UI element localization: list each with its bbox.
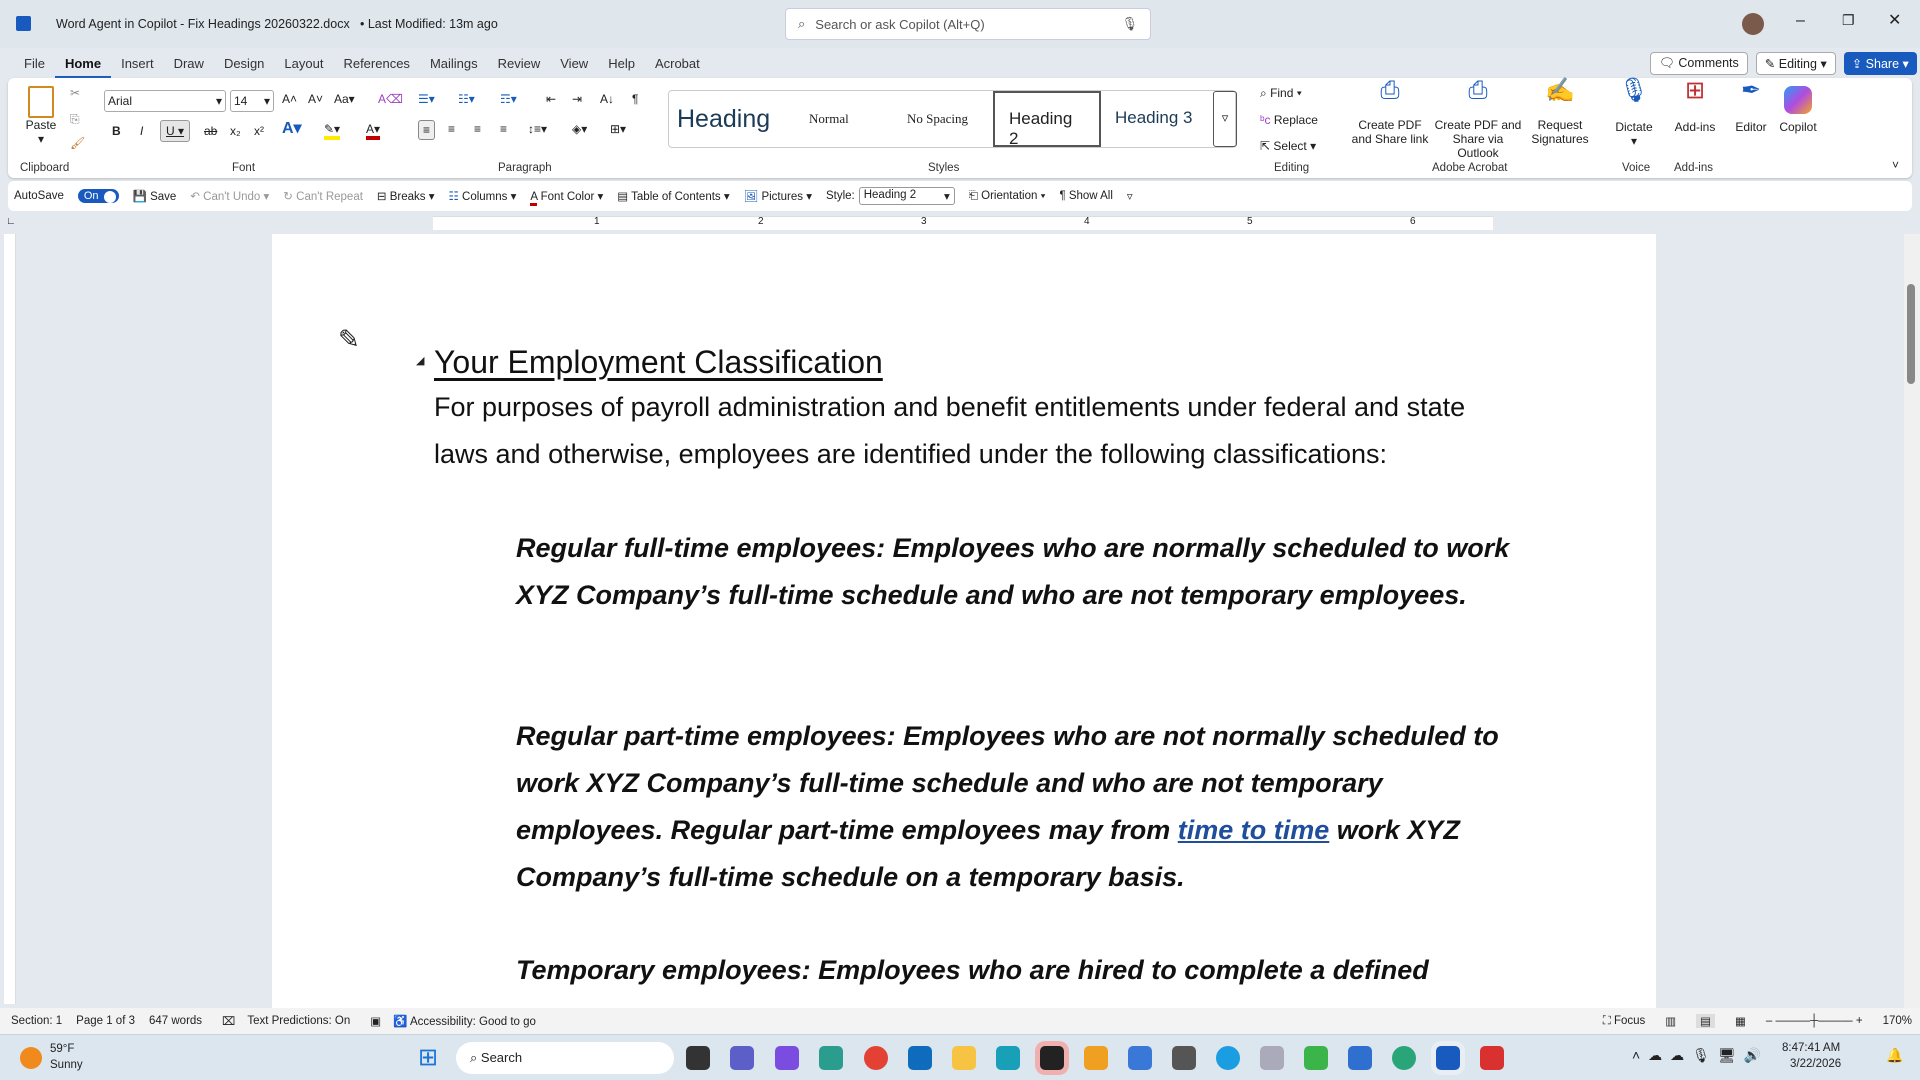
vertical-ruler — [4, 234, 16, 1004]
zoom-level[interactable]: 170% — [1882, 1015, 1912, 1027]
justify-icon[interactable]: ≡ — [500, 122, 508, 136]
tab-mailings[interactable]: Mailings — [429, 56, 478, 71]
start-icon[interactable]: ⊞ — [418, 1044, 439, 1071]
font-color-icon[interactable]: A▾ — [366, 122, 380, 140]
horizontal-ruler[interactable] — [0, 214, 1920, 232]
repeat-button[interactable]: ↻ Can't Repeat — [283, 191, 363, 203]
add-ins-group-label: Add-ins — [1674, 162, 1713, 174]
tab-insert[interactable]: Insert — [121, 56, 154, 71]
weather-temp[interactable]: 59°F — [50, 1043, 75, 1055]
breaks-label: Breaks — [389, 191, 426, 203]
paste-icon — [28, 86, 54, 118]
taskbar-search-label: Search — [480, 1050, 523, 1065]
request-signatures-button[interactable] — [1528, 77, 1592, 146]
autosave-state: On — [83, 190, 99, 202]
replace-label: Replace — [1273, 113, 1318, 127]
teams-icon[interactable] — [730, 1046, 754, 1070]
search-box[interactable] — [785, 8, 1151, 40]
heading-2[interactable]: Your Employment Classification — [434, 344, 883, 380]
app-tool-icon[interactable] — [1260, 1046, 1284, 1070]
section-indicator[interactable]: Section: 1 — [11, 1015, 63, 1027]
voice-group-label: Voice — [1622, 162, 1651, 174]
shrink-font-icon[interactable]: A˅ — [308, 92, 324, 106]
style-select-value: Heading 2 — [863, 189, 917, 201]
toc-label: Table of Contents — [631, 191, 721, 203]
increase-indent-icon[interactable]: ⇥ — [572, 92, 583, 106]
dictate-button[interactable]: 🎙 Dictate ▾ — [1612, 84, 1656, 148]
ribbon-tabs — [0, 50, 710, 78]
p2-underlined-phrase[interactable]: time to time — [1177, 815, 1330, 845]
editor-icon: ✒ — [1740, 77, 1762, 104]
columns-label: Columns — [462, 191, 508, 203]
editing-group-label: Editing — [1274, 162, 1310, 174]
italic-icon[interactable]: I — [140, 124, 144, 138]
acrobat-group-label: Adobe Acrobat — [1432, 162, 1508, 174]
edge-dev-icon[interactable] — [819, 1046, 843, 1070]
signature-icon: ✍ — [1545, 77, 1575, 104]
app-c-green-icon[interactable] — [1304, 1046, 1328, 1070]
columns-button[interactable]: ☷ Columns ▾ — [448, 191, 517, 203]
macro-icon[interactable]: ▣ — [370, 1016, 382, 1028]
pictures-label: Pictures — [761, 191, 803, 203]
add-ins-label: Add-ins — [1674, 120, 1716, 134]
paragraph-temporary[interactable]: Temporary employees: Employees who are hired to complete a defined — [516, 955, 1429, 985]
customize-toolbar-icon[interactable]: ▿ — [1126, 191, 1133, 203]
align-left-icon[interactable]: ≡ — [418, 120, 435, 140]
close-icon[interactable]: ✕ — [1888, 12, 1902, 29]
ruler-tick: 6 — [1410, 216, 1416, 227]
system-tray-icons[interactable]: ˄☁☁🎙🖥🔊 — [1632, 1047, 1770, 1063]
style-no-spacing[interactable]: No Spacing — [907, 111, 969, 126]
bullets-icon[interactable]: ☰▾ — [418, 92, 435, 106]
tab-home[interactable]: Home — [55, 50, 111, 78]
comments-label: Comments — [1678, 56, 1739, 70]
share-button[interactable]: ⇪ Share ▾ — [1844, 52, 1917, 75]
font-group-label: Font — [232, 162, 256, 174]
tab-layout[interactable]: Layout — [284, 56, 324, 71]
paragraph-group-label: Paragraph — [498, 162, 552, 174]
ruler-tick: 4 — [1084, 216, 1090, 227]
font-color-button[interactable]: A Font Color ▾ — [530, 189, 603, 203]
create-pdf-share-link-button[interactable] — [1350, 77, 1430, 146]
tab-review[interactable]: Review — [497, 56, 541, 71]
align-center-icon[interactable]: ≡ — [448, 122, 456, 136]
minimize-icon[interactable]: – — [1796, 12, 1805, 29]
read-mode-icon[interactable]: ▥ — [1665, 1016, 1677, 1028]
clear-formatting-icon[interactable]: A⌫ — [378, 92, 403, 106]
weather-icon[interactable] — [20, 1047, 42, 1069]
tab-acrobat[interactable]: Acrobat — [654, 56, 700, 71]
highlight-icon[interactable]: ✎▾ — [324, 122, 340, 140]
accessibility-label: Accessibility: Good to go — [409, 1016, 536, 1028]
outlook-icon[interactable] — [908, 1046, 932, 1070]
underline-icon[interactable]: U ▾ — [160, 120, 190, 142]
zoom-slider[interactable]: – ———┼——— + — [1765, 1015, 1863, 1027]
app-s-icon[interactable] — [1348, 1046, 1372, 1070]
clock-time[interactable]: 8:47:41 AM — [1782, 1042, 1841, 1054]
print-layout-icon[interactable]: ▤ — [1696, 1014, 1715, 1028]
style-select[interactable]: Heading 2 ▾ — [859, 187, 955, 205]
ruler-tick: 5 — [1247, 216, 1253, 227]
style-heading-2[interactable]: Heading 2 — [993, 91, 1101, 147]
app-calc-icon[interactable] — [1128, 1046, 1152, 1070]
change-case-icon[interactable]: Aa▾ — [334, 92, 355, 106]
editor-label: Editor — [1735, 120, 1767, 134]
subscript-icon[interactable]: x₂ — [230, 124, 241, 138]
quick-access-toolbar — [8, 181, 1912, 211]
decrease-indent-icon[interactable]: ⇤ — [546, 92, 557, 106]
collapse-ribbon-icon[interactable]: ˅ — [1892, 158, 1900, 172]
tab-selector-icon[interactable]: ∟ — [6, 216, 16, 227]
numbering-icon[interactable]: ☷▾ — [458, 92, 475, 106]
clock-date[interactable]: 3/22/2026 — [1790, 1058, 1842, 1070]
toc-button[interactable]: ▤ Table of Contents ▾ — [617, 191, 730, 203]
edge-beta-icon[interactable] — [1392, 1046, 1416, 1070]
editing-mode-button[interactable]: ✎ Editing ▾ — [1756, 52, 1836, 75]
autosave-label: AutoSave — [14, 190, 64, 202]
copilot-rewrite-icon[interactable]: ✎ — [338, 324, 360, 354]
word-count[interactable]: 647 words — [148, 1015, 203, 1027]
taskbar — [0, 1034, 1920, 1080]
paragraph-regular-part-time[interactable] — [516, 713, 1516, 901]
scrollbar-thumb[interactable] — [1907, 284, 1915, 384]
editor-button[interactable] — [1730, 77, 1772, 134]
ruler-tick: 2 — [758, 216, 764, 227]
app-icon[interactable] — [996, 1046, 1020, 1070]
last-modified[interactable]: • Last Modified: 13m ago — [360, 17, 498, 31]
font-color-label: Font Color — [540, 191, 595, 203]
microphone-icon[interactable]: 🎙 — [1121, 16, 1138, 31]
copy-icon[interactable]: ⎘ — [70, 112, 80, 126]
p2-text: Regular part-time employees: Employees who are not normally scheduled to work XYZ Company’s full-time schedule and who are not temporary employees. Regular part-time employees may from — [516, 721, 1499, 845]
web-layout-icon[interactable]: ▦ — [1735, 1016, 1746, 1028]
pdf-mail-icon: ⎙ — [1468, 77, 1488, 104]
ruler-tick: 1 — [594, 216, 600, 227]
select-label: Select — [1273, 139, 1307, 153]
add-ins-icon: ⊞ — [1684, 77, 1706, 104]
style-normal[interactable]: Normal — [809, 111, 849, 126]
find-label: Find — [1270, 86, 1294, 100]
comments-button[interactable]: 🗨 Comments — [1650, 52, 1748, 75]
search-icon: ⌕ — [798, 16, 806, 31]
app-camera-icon[interactable] — [1172, 1046, 1196, 1070]
focus-button[interactable]: ⛶ Focus — [1602, 1014, 1646, 1027]
font-size-select[interactable]: 14 ▾ — [230, 90, 274, 112]
breaks-button[interactable]: ⊟ Breaks ▾ — [376, 191, 435, 203]
select-button[interactable]: ⇱ Select ▾ — [1260, 139, 1317, 153]
weather-condition[interactable]: Sunny — [50, 1059, 83, 1071]
save-label: Save — [150, 191, 177, 203]
tab-design[interactable]: Design — [223, 56, 265, 71]
show-all-button[interactable]: ¶ Show All — [1059, 190, 1113, 202]
styles-more-icon[interactable]: ▿ — [1213, 91, 1237, 147]
paragraph-regular-full-time[interactable]: Regular full-time employees: Employees who are normally scheduled to work XYZ Company’s full-time schedule and who are not temporary employees. — [516, 533, 1510, 610]
style-label: Style: — [825, 190, 855, 202]
file-explorer-icon[interactable] — [952, 1046, 976, 1070]
collapse-heading-icon[interactable]: ◢ — [416, 355, 425, 367]
format-painter-icon[interactable]: 🖌 — [70, 136, 86, 150]
style-heading[interactable]: Heading — [677, 105, 771, 133]
p2-text-end: work XYZ Company’s full-time schedule on a temporary basis. — [516, 815, 1460, 892]
tab-help[interactable]: Help — [608, 56, 635, 71]
tab-view[interactable]: View — [560, 56, 589, 71]
show-marks-icon[interactable]: ¶ — [632, 92, 639, 106]
repeat-label: Can't Repeat — [296, 191, 363, 203]
word-icon[interactable] — [1436, 1046, 1460, 1070]
app-c-red-icon[interactable] — [1480, 1046, 1504, 1070]
tab-draw[interactable]: Draw — [173, 56, 204, 71]
ruler-tick: 3 — [921, 216, 927, 227]
replace-button[interactable]: ᵇc Replace — [1260, 113, 1318, 127]
designer-icon[interactable] — [775, 1046, 799, 1070]
font-name-value: Arial — [108, 94, 133, 108]
grow-font-icon[interactable]: A˄ — [282, 92, 298, 106]
vertical-scrollbar[interactable] — [1904, 234, 1920, 1008]
editing-label: Editing — [1778, 57, 1817, 71]
show-all-label: Show All — [1068, 190, 1113, 202]
copilot-label: Copilot — [1779, 120, 1817, 134]
avatar[interactable] — [1742, 13, 1764, 35]
document-page[interactable] — [272, 234, 1656, 1008]
paste-label: Paste — [25, 118, 57, 132]
font-size-value: 14 — [234, 94, 248, 108]
search-placeholder: Search or ask Copilot (Alt+Q) — [815, 16, 985, 32]
strikethrough-icon[interactable]: ab — [204, 124, 218, 138]
autosave-toggle[interactable] — [78, 189, 119, 203]
styles-group-label: Styles — [928, 162, 960, 174]
undo-button[interactable]: ↶ Can't Undo ▾ — [190, 191, 270, 203]
undo-label: Can't Undo — [203, 191, 261, 203]
cut-icon[interactable]: ✂ — [70, 86, 81, 100]
tab-references[interactable]: References — [343, 56, 410, 71]
pdf-link-icon: ⎙ — [1380, 77, 1400, 104]
shading-icon[interactable]: ◈▾ — [572, 122, 588, 136]
sort-icon[interactable]: A↓ — [600, 92, 615, 106]
align-right-icon[interactable]: ≡ — [474, 122, 482, 136]
add-ins-button[interactable] — [1670, 77, 1720, 134]
multilevel-list-icon[interactable]: ☶▾ — [500, 92, 517, 106]
request-signatures-label: Request Signatures — [1531, 118, 1589, 146]
share-label: Share — [1865, 57, 1900, 71]
copilot-button[interactable] — [1776, 84, 1820, 134]
styles-gallery — [668, 90, 1236, 148]
paste-button[interactable]: Paste ▾ — [22, 86, 60, 146]
create-pdf-share-link-label: Create PDF and Share link — [1351, 118, 1429, 146]
ribbon — [8, 78, 1912, 178]
microphone-icon: 🎙 — [1618, 77, 1650, 104]
orientation-label: Orientation — [981, 189, 1038, 202]
line-spacing-icon[interactable]: ↕≡▾ — [528, 122, 548, 136]
pictures-button[interactable]: 🖼 Pictures ▾ — [743, 191, 812, 203]
document-title: Word Agent in Copilot - Fix Headings 20260322.docx — [56, 17, 350, 31]
borders-icon[interactable]: ⊞▾ — [610, 122, 627, 136]
accessibility-status[interactable]: ♿ Accessibility: Good to go — [393, 1016, 536, 1028]
save-button[interactable]: 💾 Save — [132, 191, 177, 203]
clipboard-group-label: Clipboard — [20, 162, 70, 174]
restore-icon[interactable]: ❐ — [1842, 12, 1855, 28]
bold-icon[interactable]: B — [112, 124, 121, 138]
task-view-icon[interactable] — [686, 1046, 710, 1070]
page-indicator[interactable]: Page 1 of 3 — [76, 1015, 135, 1027]
notification-icon[interactable]: 🔔 — [1886, 1047, 1904, 1063]
orientation-button[interactable]: ⎗ Orientation ▾ — [968, 189, 1046, 202]
create-pdf-outlook-label: Create PDF and Share via Outlook — [1434, 118, 1522, 160]
app-w-icon[interactable] — [1040, 1046, 1064, 1070]
intro-paragraph[interactable]: For purposes of payroll administration and benefit entitlements under federal and state laws and otherwise, employees are identified under the following classifications: — [434, 392, 1466, 469]
dictate-label: Dictate — [1615, 120, 1653, 134]
taskbar-search[interactable]: ⌕ Search — [456, 1042, 674, 1074]
app-slides-icon[interactable] — [1084, 1046, 1108, 1070]
superscript-icon[interactable]: x² — [254, 124, 264, 138]
status-bar — [0, 1008, 1920, 1034]
text-effects-icon[interactable]: A▾ — [282, 120, 302, 137]
proofing-icon[interactable]: ⌧ — [222, 1016, 236, 1028]
title-bar — [0, 0, 1920, 48]
text-predictions[interactable]: Text Predictions: On — [247, 1015, 351, 1027]
tab-file[interactable]: File — [24, 56, 45, 71]
focus-label: Focus — [1613, 1014, 1646, 1027]
style-heading-3[interactable]: Heading 3 — [1115, 108, 1193, 127]
find-button[interactable]: ⌕ Find ▾ — [1260, 86, 1302, 100]
font-name-select[interactable]: Arial ▾ — [104, 90, 226, 112]
create-pdf-outlook-button[interactable] — [1432, 77, 1524, 160]
word-logo-icon — [16, 16, 31, 31]
chrome-icon[interactable] — [864, 1046, 888, 1070]
copilot-icon — [1784, 86, 1812, 114]
edge-icon[interactable] — [1216, 1046, 1240, 1070]
